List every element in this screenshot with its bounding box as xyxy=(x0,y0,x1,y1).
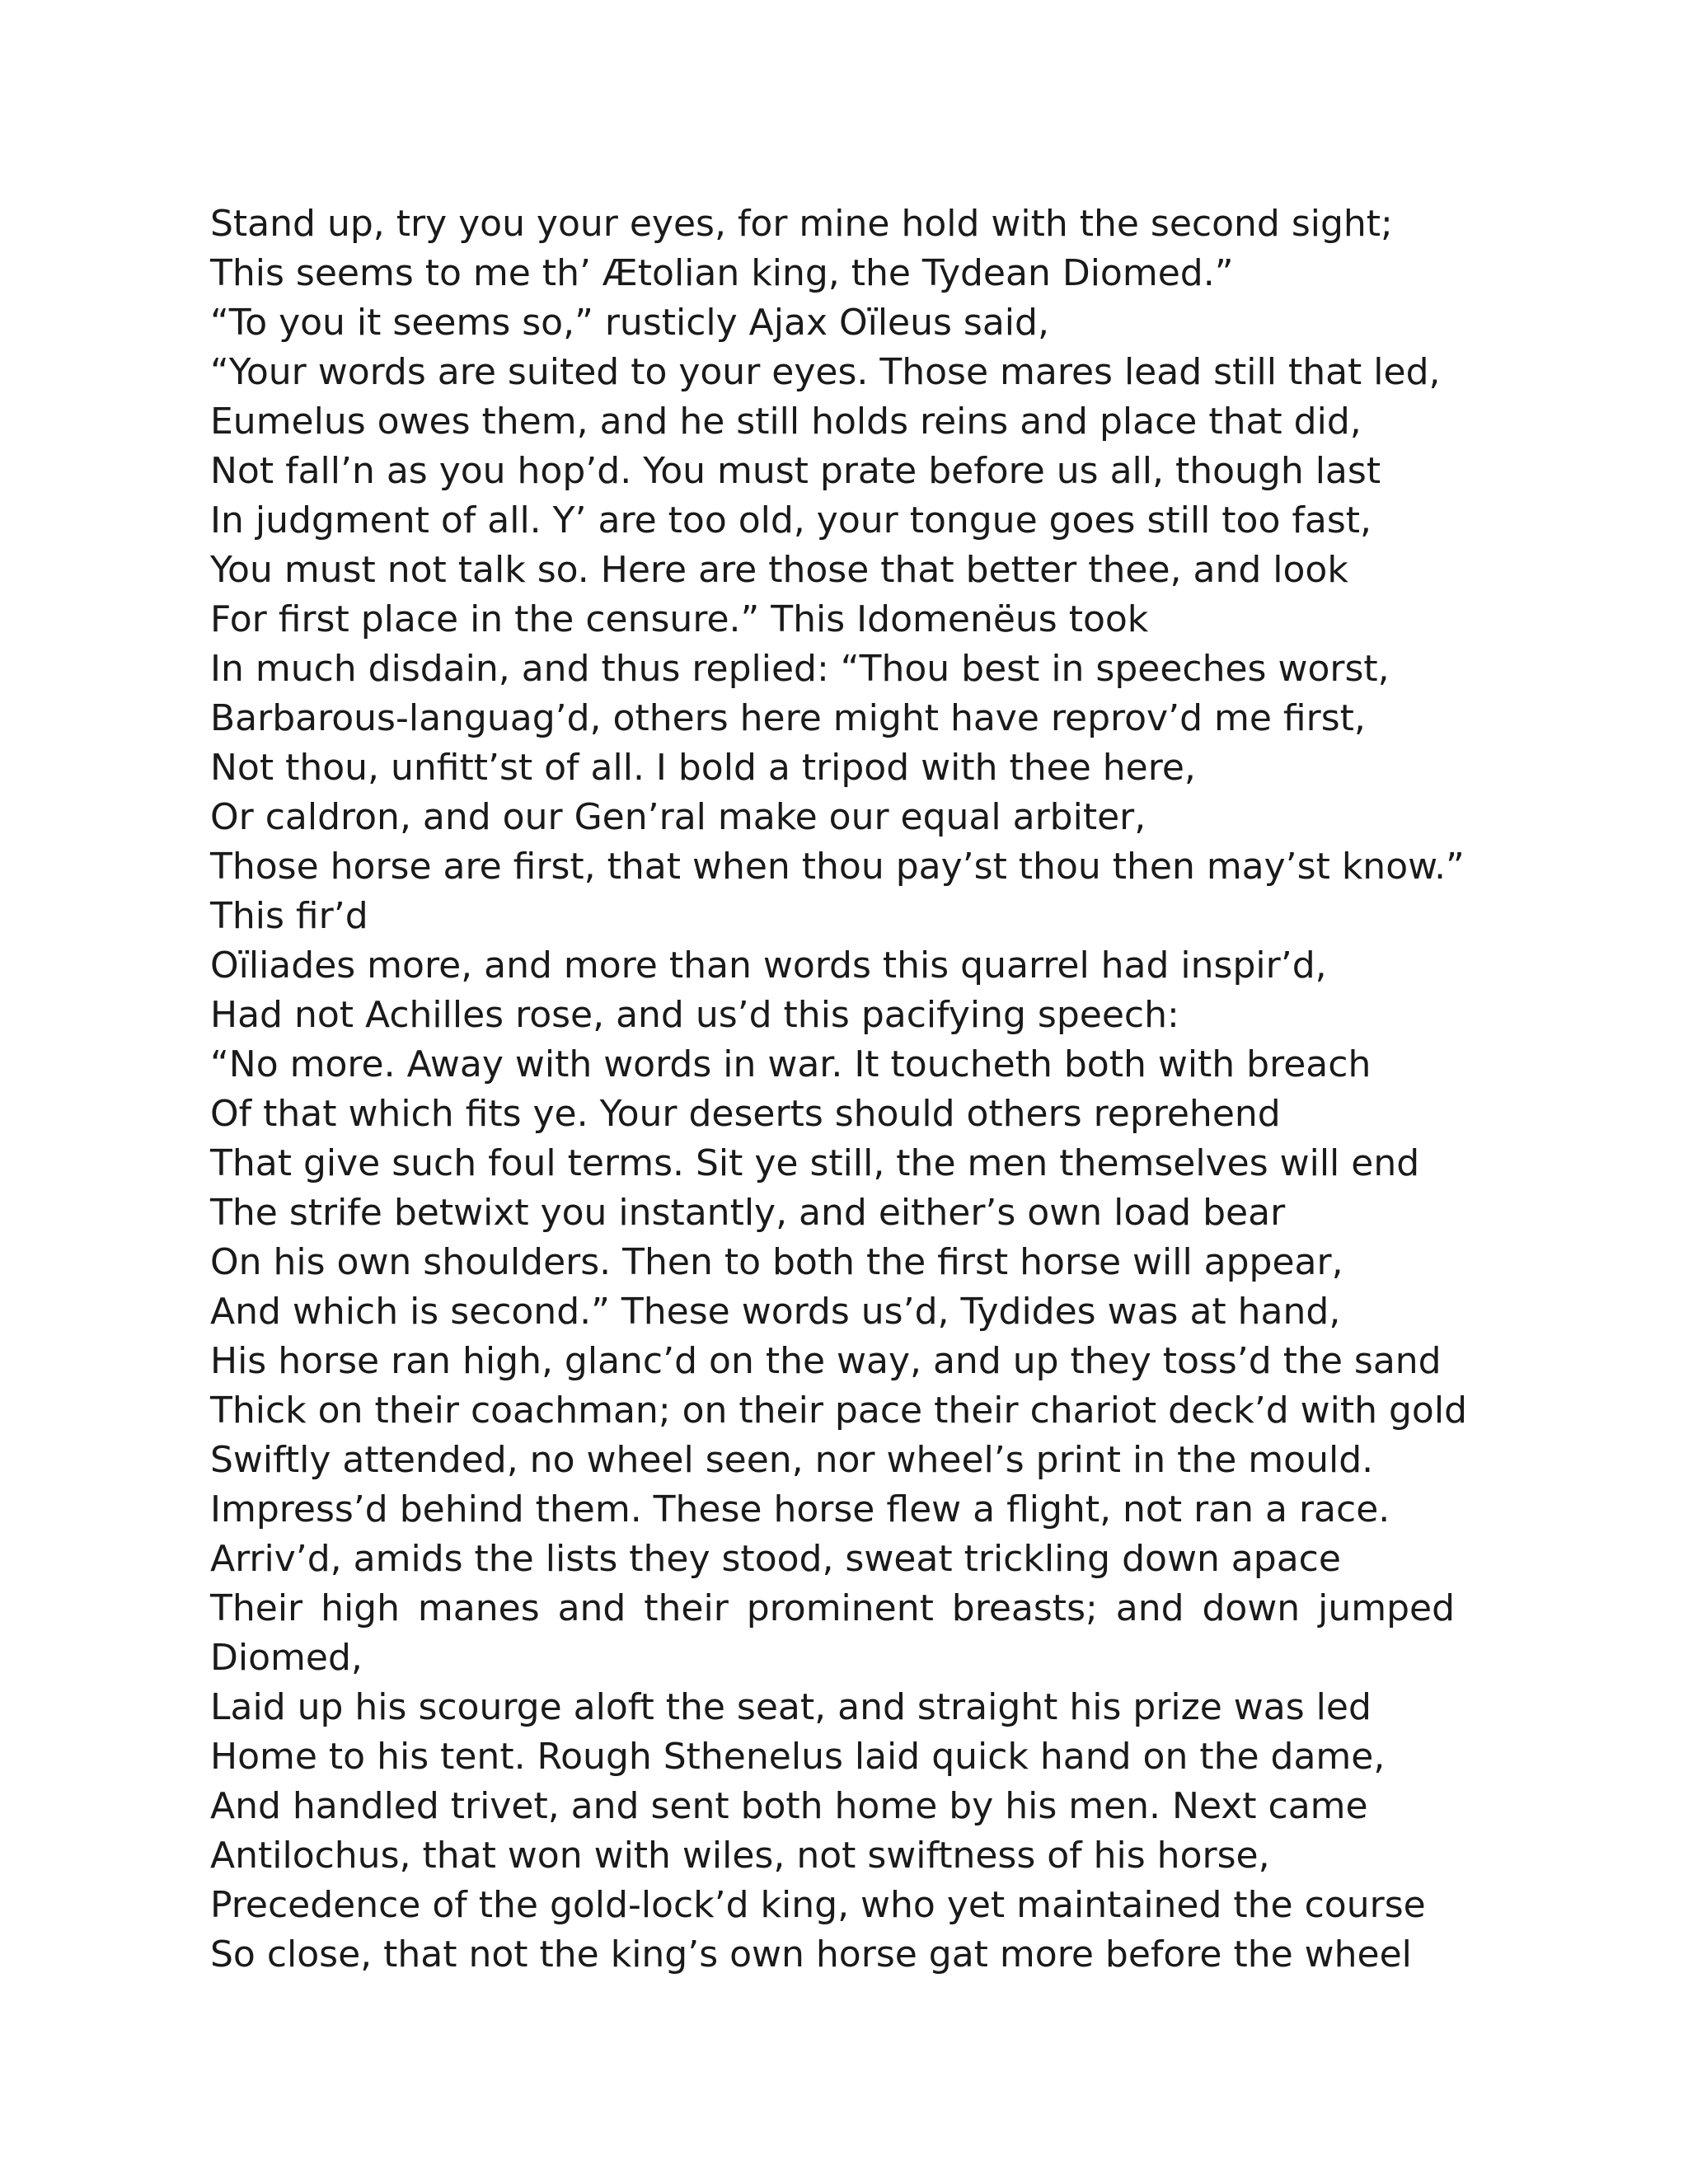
text-line: In judgment of all. Y’ are too old, your tongue goes still too fast, xyxy=(210,499,1372,541)
text-line: You must not talk so. Here are those that better thee, and look xyxy=(210,549,1348,591)
text-line: In much disdain, and thus replied: “Thou best in speeches worst, xyxy=(210,648,1390,690)
text-line: Thick on their coachman; on their pace their chariot deck’d with gold xyxy=(210,1390,1468,1432)
text-line: And handled trivet, and sent both home by his men. Next came xyxy=(210,1785,1368,1827)
text-line: On his own shoulders. Then to both the first horse will appear, xyxy=(210,1241,1343,1283)
text-line: Not fall’n as you hop’d. You must prate before us all, though last xyxy=(210,450,1381,492)
text-line: Diomed, xyxy=(210,1637,363,1679)
text-line: “To you it seems so,” rusticly Ajax Oïleus said, xyxy=(210,302,1049,344)
text-line: Their high manes and their prominent breasts; and down jumped xyxy=(210,1587,1455,1629)
text-line: Had not Achilles rose, and us’d this pacifying speech: xyxy=(210,994,1179,1036)
text-line: “Your words are suited to your eyes. Those mares lead still that led, xyxy=(210,351,1441,393)
text-line: Arriv’d, amids the lists they stood, sweat trickling down apace xyxy=(210,1538,1341,1580)
text-line: His horse ran high, glanc’d on the way, and up they toss’d the sand xyxy=(210,1340,1442,1382)
text-line: Swiftly attended, no wheel seen, nor wheel’s print in the mould. xyxy=(210,1439,1374,1481)
text-line: Antilochus, that won with wiles, not swiftness of his horse, xyxy=(210,1835,1270,1877)
text-line: Oïliades more, and more than words this quarrel had inspir’d, xyxy=(210,944,1327,987)
text-line: So close, that not the king’s own horse gat more before the wheel xyxy=(210,1933,1412,1975)
text-line: Eumelus owes them, and he still holds reins and place that did, xyxy=(210,401,1362,443)
text-line: Home to his tent. Rough Sthenelus laid quick hand on the dame, xyxy=(210,1736,1386,1778)
text-line: That give such foul terms. Sit ye still, the men themselves will end xyxy=(210,1142,1420,1184)
text-line: Those horse are first, that when thou pay’st thou then may’st know.” xyxy=(210,846,1465,888)
text-line: Not thou, unfitt’st of all. I bold a tripod with thee here, xyxy=(210,747,1196,789)
text-line: Or caldron, and our Gen’ral make our equal arbiter, xyxy=(210,796,1146,838)
text-line: Laid up his scourge aloft the seat, and straight his prize was led xyxy=(210,1686,1372,1728)
text-line: This fir’d xyxy=(210,895,368,937)
text-line: Stand up, try you your eyes, for mine hold with the second sight; xyxy=(210,203,1393,245)
text-line: And which is second.” These words us’d, Tydides was at hand, xyxy=(210,1291,1341,1333)
text-line: This seems to me th’ Ætolian king, the Tydean Diomed.” xyxy=(210,252,1234,294)
text-line: Precedence of the gold-lock’d king, who yet maintained the course xyxy=(210,1884,1426,1926)
text-line: The strife betwixt you instantly, and either’s own load bear xyxy=(210,1192,1286,1234)
text-line: “No more. Away with words in war. It toucheth both with breach xyxy=(210,1043,1372,1085)
text-line: For first place in the censure.” This Idomenëus took xyxy=(210,598,1149,640)
text-line: Barbarous-languag’d, others here might have reprov’d me first, xyxy=(210,697,1366,739)
text-line: Of that which fits ye. Your deserts should others reprehend xyxy=(210,1093,1281,1135)
text-line: Impress’d behind them. These horse flew a flight, not ran a race. xyxy=(210,1488,1390,1530)
poem-text xyxy=(210,199,1468,1980)
